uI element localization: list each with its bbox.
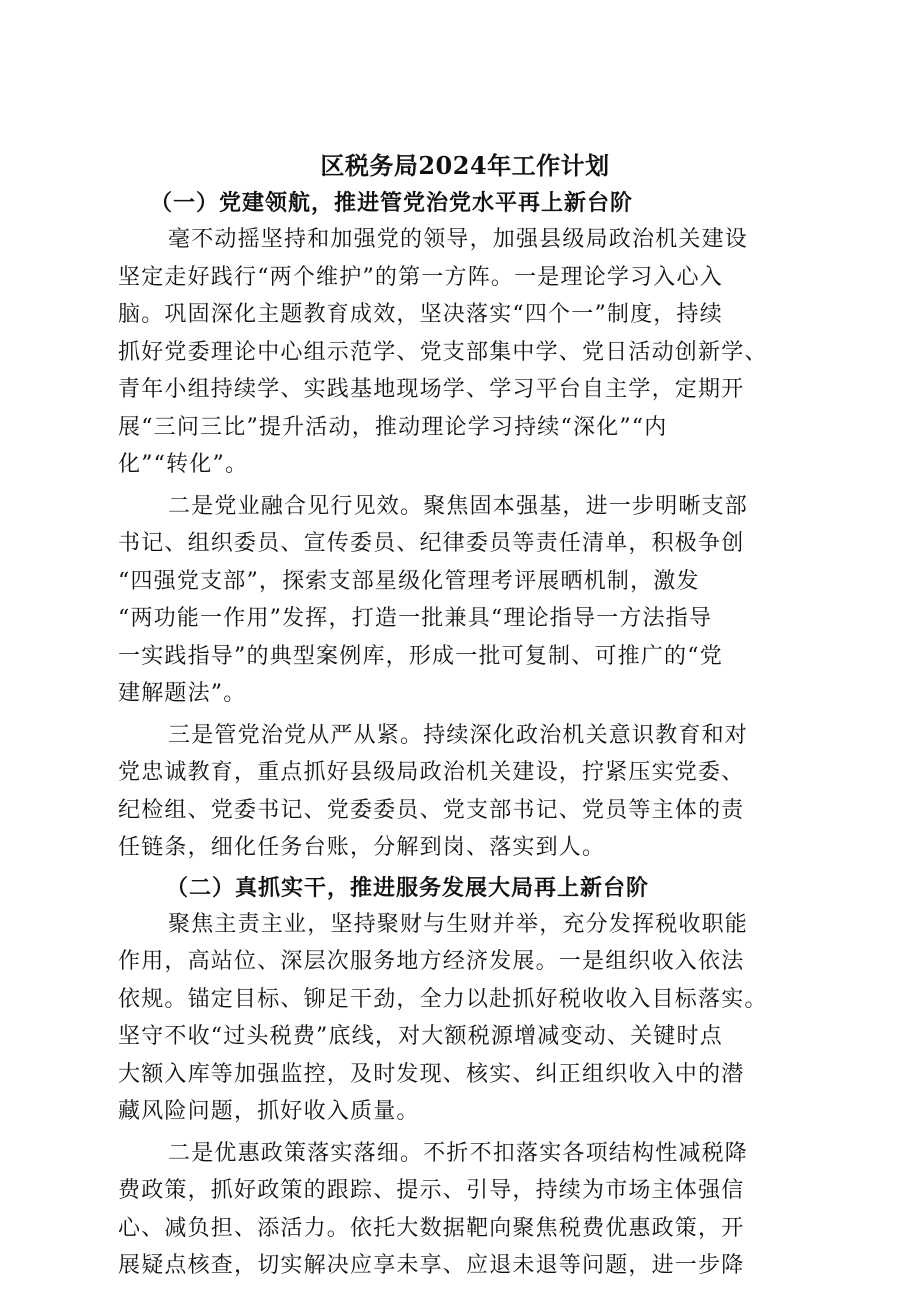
document-page bbox=[118, 146, 812, 1289]
text-line: 任链条，细化任务台账，分解到岗、落实到人。 bbox=[118, 835, 606, 860]
section-service-development bbox=[118, 871, 812, 1285]
text-line: 纪检组、党委书记、党委委员、党支部书记、党员等主体的责 bbox=[118, 797, 745, 823]
text-line: 毫不动摇坚持和加强党的领导，加强县级局政治机关建设 bbox=[168, 227, 749, 252]
text-line: 心、减负担、添活力。依托大数据靶向聚焦税费优惠政策，开 bbox=[118, 1215, 745, 1241]
text-line: 一实践指导”的典型案例库，形成一批可复制、可推广的“党 bbox=[118, 643, 723, 669]
text-line: 党忠诚教育，重点抓好县级局政治机关建设，拧紧压实党委、 bbox=[118, 760, 745, 785]
section-heading: （二）真抓实干，推进服务发展大局再上新台阶 bbox=[166, 874, 650, 901]
text-line: 展“三问三比”提升活动，推动理论学习持续“深化”“内 bbox=[118, 414, 668, 440]
paragraph bbox=[118, 488, 812, 713]
text-line: 坚定走好践行“两个维护”的第一方阵。一是理论学习入心入 bbox=[118, 264, 723, 290]
text-line: 三是管党治党从严从紧。持续深化政治机关意识教育和对 bbox=[168, 722, 749, 748]
text-line: 费政策，抓好政策的跟踪、提示、引导，持续为市场主体强信 bbox=[118, 1178, 745, 1203]
paragraph bbox=[118, 221, 812, 484]
text-line: “两功能一作用”发挥，打造一批兼具“理论指导一方法指导 bbox=[118, 606, 713, 631]
text-line: 二是党业融合见行见效。聚焦固本强基，进一步明晰支部 bbox=[168, 493, 749, 519]
section-party-building bbox=[118, 186, 812, 867]
paragraph bbox=[118, 717, 812, 867]
text-line: 作用，高站位、深层次服务地方经济发展。一是组织收入依法 bbox=[118, 949, 745, 974]
text-line: 二是优惠政策落实落细。不折不扣落实各项结构性减税降 bbox=[168, 1140, 749, 1166]
text-line: 聚焦主责主业，坚持聚财与生财并举，充分发挥税收职能 bbox=[168, 911, 749, 937]
paragraph bbox=[118, 906, 812, 1131]
document-title: 区税务局2024年工作计划 bbox=[320, 151, 610, 180]
text-line: 建解题法”。 bbox=[118, 681, 247, 706]
text-line: 依规。锚定目标、铆足干劲，全力以赴抓好税收收入目标落实。 bbox=[118, 986, 768, 1012]
text-line: 书记、组织委员、宣传委员、纪律委员等责任清单，积极争创 bbox=[118, 531, 745, 556]
text-line: 青年小组持续学、实践基地现场学、学习平台自主学，定期开 bbox=[118, 377, 745, 402]
text-line: “四强党支部”，探索支部星级化管理考评展晒机制，激发 bbox=[118, 568, 700, 594]
text-line: 抓好党委理论中心组示范学、党支部集中学、党日活动创新学、 bbox=[118, 339, 768, 365]
paragraph bbox=[118, 1135, 812, 1285]
text-line: 藏风险问题，抓好收入质量。 bbox=[118, 1099, 420, 1124]
section-heading: （一）党建领航，推进管党治党水平再上新台阶 bbox=[150, 190, 634, 216]
text-line: 化”“转化”。 bbox=[118, 452, 249, 477]
text-line: 脑。巩固深化主题教育成效，坚决落实“四个一”制度，持续 bbox=[118, 302, 723, 327]
text-line: 坚守不收“过头税费”底线，对大额税源增减变动、关键时点 bbox=[118, 1024, 723, 1049]
text-line: 展疑点核查，切实解决应享未享、应退未退等问题，进一步降 bbox=[118, 1253, 745, 1278]
text-line: 大额入库等加强监控，及时发现、核实、纠正组织收入中的潜 bbox=[118, 1061, 745, 1087]
